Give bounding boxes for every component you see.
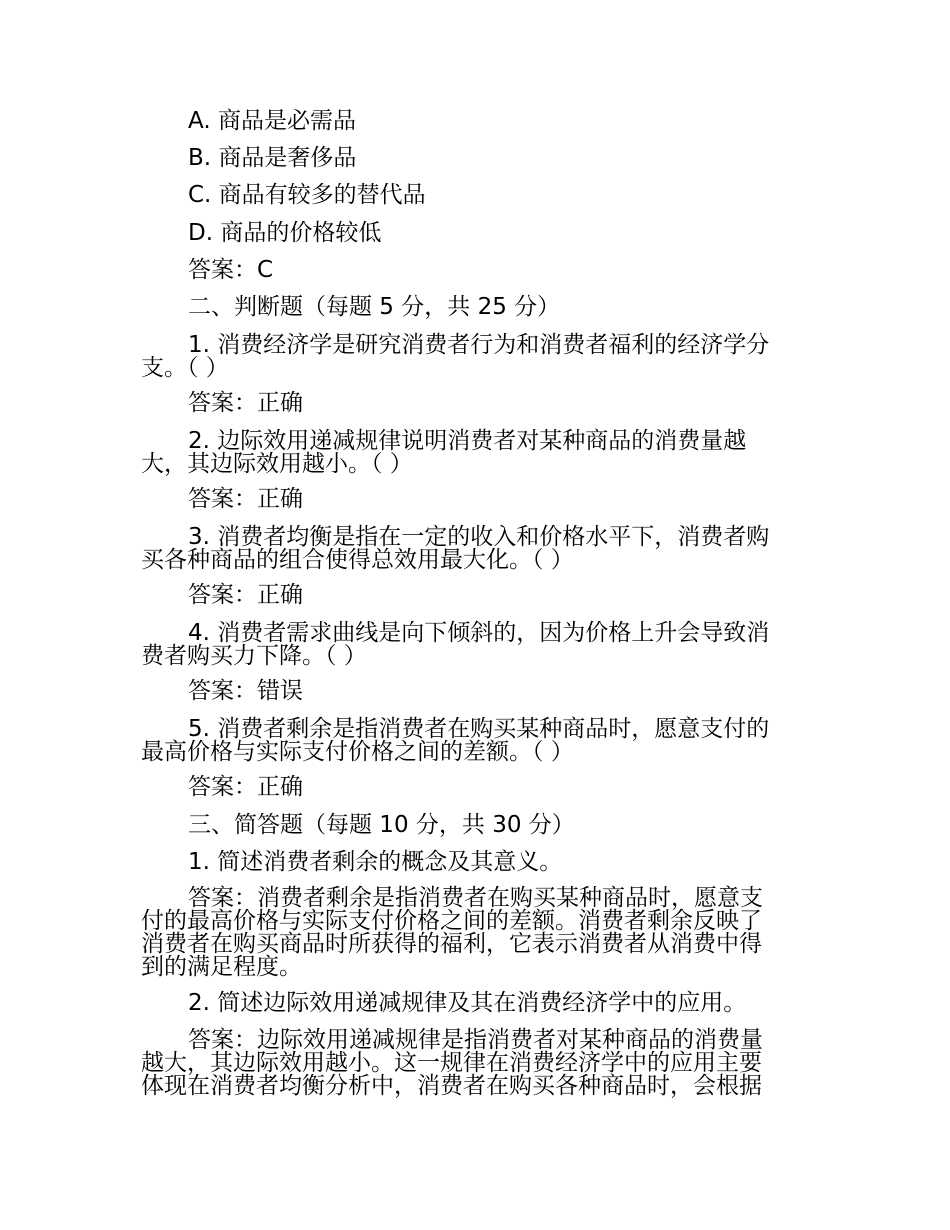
short-answer-2-answer-line1: 答案：边际效用递减规律是指消费者对某种商品的消费量 <box>188 1027 763 1053</box>
judgement-item-2-line2: 大，其边际效用越小。（ ） <box>141 451 413 477</box>
option-c: C. 商品有较多的替代品 <box>188 182 426 208</box>
judgement-item-3-answer: 答案：正确 <box>188 582 303 608</box>
judgement-item-4-line1: 4. 消费者需求曲线是向下倾斜的，因为价格上升会导致消 <box>188 620 770 646</box>
judgement-item-5-line2: 最高价格与实际支付价格之间的差额。（ ） <box>141 739 574 765</box>
short-answer-1-answer-line3: 消费者在购买商品时所获得的福利，它表示消费者从消费中得 <box>141 931 762 957</box>
short-answer-2-question: 2. 简述边际效用递减规律及其在消费经济学中的应用。 <box>188 990 747 1016</box>
judgement-item-1-line2: 支。（ ） <box>141 355 229 381</box>
judgement-item-1-answer: 答案：正确 <box>188 390 303 416</box>
option-b: B. 商品是奢侈品 <box>188 145 357 171</box>
short-answer-1-answer-line4: 到的满足程度。 <box>141 954 302 980</box>
short-answer-2-answer-line3: 体现在消费者均衡分析中，消费者在购买各种商品时，会根据 <box>141 1073 762 1099</box>
option-a: A. 商品是必需品 <box>188 108 356 134</box>
judgement-item-3-line1: 3. 消费者均衡是指在一定的收入和价格水平下，消费者购 <box>188 524 770 550</box>
short-answer-1-answer-line2: 付的最高价格与实际支付价格之间的差额。消费者剩余反映了 <box>141 908 762 934</box>
judgement-item-4-line2: 费者购买力下降。（ ） <box>141 643 367 669</box>
option-d: D. 商品的价格较低 <box>188 220 382 246</box>
judgement-item-2-answer: 答案：正确 <box>188 486 303 512</box>
section-title-judgement: 二、判断题（每题 5 分，共 25 分） <box>188 294 561 320</box>
short-answer-1-question: 1. 简述消费者剩余的概念及其意义。 <box>188 849 563 875</box>
judgement-item-4-answer: 答案：错误 <box>188 678 303 704</box>
short-answer-1-answer-line1: 答案：消费者剩余是指消费者在购买某种商品时，愿意支 <box>188 885 763 911</box>
mc-answer: 答案：C <box>188 257 274 283</box>
short-answer-2-answer-line2: 越大，其边际效用越小。这一规律在消费经济学中的应用主要 <box>141 1050 762 1076</box>
judgement-item-5-line1: 5. 消费者剩余是指消费者在购买某种商品时，愿意支付的 <box>188 716 770 742</box>
judgement-item-1-line1: 1. 消费经济学是研究消费者行为和消费者福利的经济学分 <box>188 332 770 358</box>
section-title-short-answer: 三、简答题（每题 10 分，共 30 分） <box>188 812 575 838</box>
judgement-item-2-line1: 2. 边际效用递减规律说明消费者对某种商品的消费量越 <box>188 428 747 454</box>
judgement-item-3-line2: 买各种商品的组合使得总效用最大化。（ ） <box>141 547 574 573</box>
judgement-item-5-answer: 答案：正确 <box>188 774 303 800</box>
